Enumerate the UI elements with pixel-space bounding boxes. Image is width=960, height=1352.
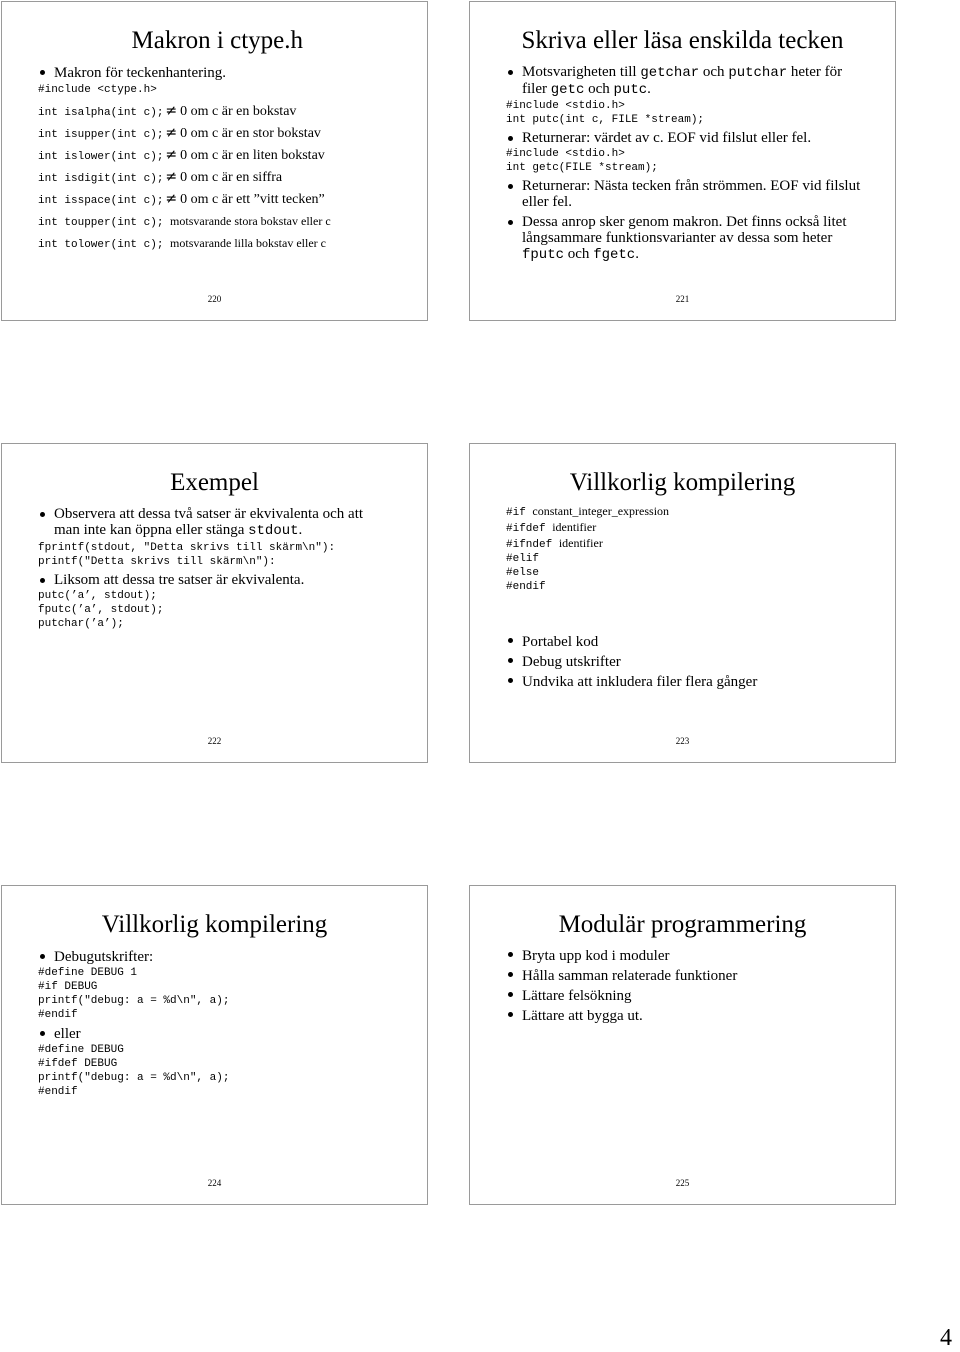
- macro-description: motsvarande stora bokstav eller c: [170, 214, 331, 228]
- not-equal-symbol: ≠: [165, 103, 178, 119]
- directive-line: #if constant_integer_expression: [506, 504, 670, 519]
- directive-line: #ifdef identifier: [506, 520, 597, 535]
- bullet: Bryta upp kod i moduler: [506, 946, 885, 966]
- slide-title: Modulär programmering: [558, 911, 807, 938]
- directive-line: #elif: [506, 553, 540, 565]
- directive-line: #ifndef identifier: [506, 536, 603, 551]
- bullet: Dessa anrop sker genom makron. Det finns också litet långsammare funktionsvarianter av dessa som heter fputc och fgetc.: [506, 214, 865, 263]
- bullet: Debug utskrifter: [506, 652, 885, 672]
- code-line: int getc(FILE *stream);: [506, 162, 658, 174]
- bullet: Undvika att inkludera filer flera gånger: [506, 672, 885, 692]
- bullet: Motsvarigheten till getchar och putchar heter för filer getc och putc.: [506, 64, 865, 98]
- slide-number: 221: [675, 294, 690, 304]
- code-line: printf("debug: a = %d\n", a);: [38, 995, 230, 1007]
- slide-body: [38, 948, 417, 1099]
- code-line: printf("debug: a = %d\n", a);: [38, 1072, 230, 1084]
- slide-body: [506, 64, 865, 263]
- slide-title: Villkorlig kompilering: [569, 469, 796, 496]
- slide-224: [1, 885, 428, 1205]
- code-line: fprintf(stdout, "Detta skrivs till skärm\n"):: [38, 542, 336, 554]
- bullet: Returnerar: värdet av c. EOF vid filslut eller fel.: [506, 130, 865, 146]
- macro-description: 0 om c är en stor bokstav: [180, 126, 321, 141]
- slide-title: Exempel: [170, 469, 259, 496]
- bullet: Debugutskrifter:: [38, 948, 417, 966]
- bullet: Hålla samman relaterade funktioner: [506, 966, 885, 986]
- directive-line: #else: [506, 567, 540, 579]
- slide-title: Villkorlig kompilering: [101, 911, 328, 938]
- code-line: #ifdef DEBUG: [38, 1058, 118, 1070]
- code-line: #include <ctype.h>: [38, 84, 157, 96]
- macro-signature: int toupper(int c);: [38, 217, 164, 229]
- macro-description: 0 om c är en liten bokstav: [180, 148, 325, 163]
- macro-row: [38, 101, 417, 123]
- not-equal-symbol: ≠: [165, 169, 178, 185]
- slide-body: [38, 506, 387, 631]
- code-line: int putc(int c, FILE *stream);: [506, 114, 705, 126]
- directive-line: #endif: [506, 581, 546, 593]
- page-number: 4: [940, 1325, 952, 1351]
- macro-row: [38, 145, 417, 167]
- slide-225: [469, 885, 896, 1205]
- macro-signature: int islower(int c);: [38, 151, 164, 163]
- code-line: #if DEBUG: [38, 981, 98, 993]
- slide-223: [469, 443, 896, 763]
- bullet: Portabel kod: [506, 632, 885, 652]
- code-line: #endif: [38, 1009, 78, 1021]
- code-line: #include <stdio.h>: [506, 100, 625, 112]
- bullet: Returnerar: Nästa tecken från strömmen. EOF vid filslut eller fel.: [506, 178, 865, 210]
- macro-row: [38, 167, 417, 189]
- slide-222: [1, 443, 428, 763]
- slide-body: [506, 504, 885, 692]
- macro-description: 0 om c är ett ”vitt tecken”: [180, 192, 325, 207]
- macro-description: motsvarande lilla bokstav eller c: [170, 236, 326, 250]
- macro-row: [38, 189, 417, 211]
- code-line: printf("Detta skrivs till skärm\n"):: [38, 556, 276, 568]
- bullet: eller: [38, 1025, 417, 1043]
- slide-220: [1, 1, 428, 321]
- not-equal-symbol: ≠: [165, 125, 178, 141]
- macro-signature: int isdigit(int c);: [38, 173, 164, 185]
- bullet: Observera att dessa två satser är ekvivalenta och att man inte kan öppna eller stänga stdout.: [38, 506, 387, 539]
- code-line: putc(’a’, stdout);: [38, 590, 157, 602]
- bullet: Liksom att dessa tre satser är ekvivalenta.: [38, 572, 387, 588]
- macro-description: 0 om c är en siffra: [180, 170, 283, 185]
- macro-row: [38, 211, 417, 233]
- macro-signature: int tolower(int c);: [38, 239, 164, 251]
- macro-signature: int isspace(int c);: [38, 195, 164, 207]
- code-line: #define DEBUG: [38, 1044, 124, 1056]
- slide-number: 222: [207, 736, 222, 746]
- code-line: #define DEBUG 1: [38, 967, 138, 979]
- macro-description: 0 om c är en bokstav: [180, 104, 297, 119]
- macro-signature: int isalpha(int c);: [38, 107, 164, 119]
- slide-title: Makron i ctype.h: [131, 27, 303, 54]
- slide-body: [506, 946, 885, 1026]
- bullet: Makron för teckenhantering.: [38, 64, 417, 82]
- slide-221: [469, 1, 896, 321]
- macro-row: [38, 123, 417, 145]
- slide-title: Skriva eller läsa enskilda tecken: [521, 27, 844, 54]
- code-line: #endif: [38, 1086, 78, 1098]
- bullet: Lättare felsökning: [506, 986, 885, 1006]
- code-line: putchar(’a’);: [38, 618, 124, 630]
- slide-number: 220: [207, 294, 222, 304]
- slide-number: 225: [675, 1178, 690, 1188]
- slide-number: 224: [207, 1178, 222, 1188]
- macro-row: [38, 233, 417, 255]
- code-line: fputc(’a’, stdout);: [38, 604, 164, 616]
- not-equal-symbol: ≠: [165, 147, 178, 163]
- slide-number: 223: [675, 736, 690, 746]
- bullet: Lättare att bygga ut.: [506, 1006, 885, 1026]
- code-line: #include <stdio.h>: [506, 148, 625, 160]
- macro-signature: int isupper(int c);: [38, 129, 164, 141]
- not-equal-symbol: ≠: [165, 191, 178, 207]
- slide-body: [38, 64, 417, 255]
